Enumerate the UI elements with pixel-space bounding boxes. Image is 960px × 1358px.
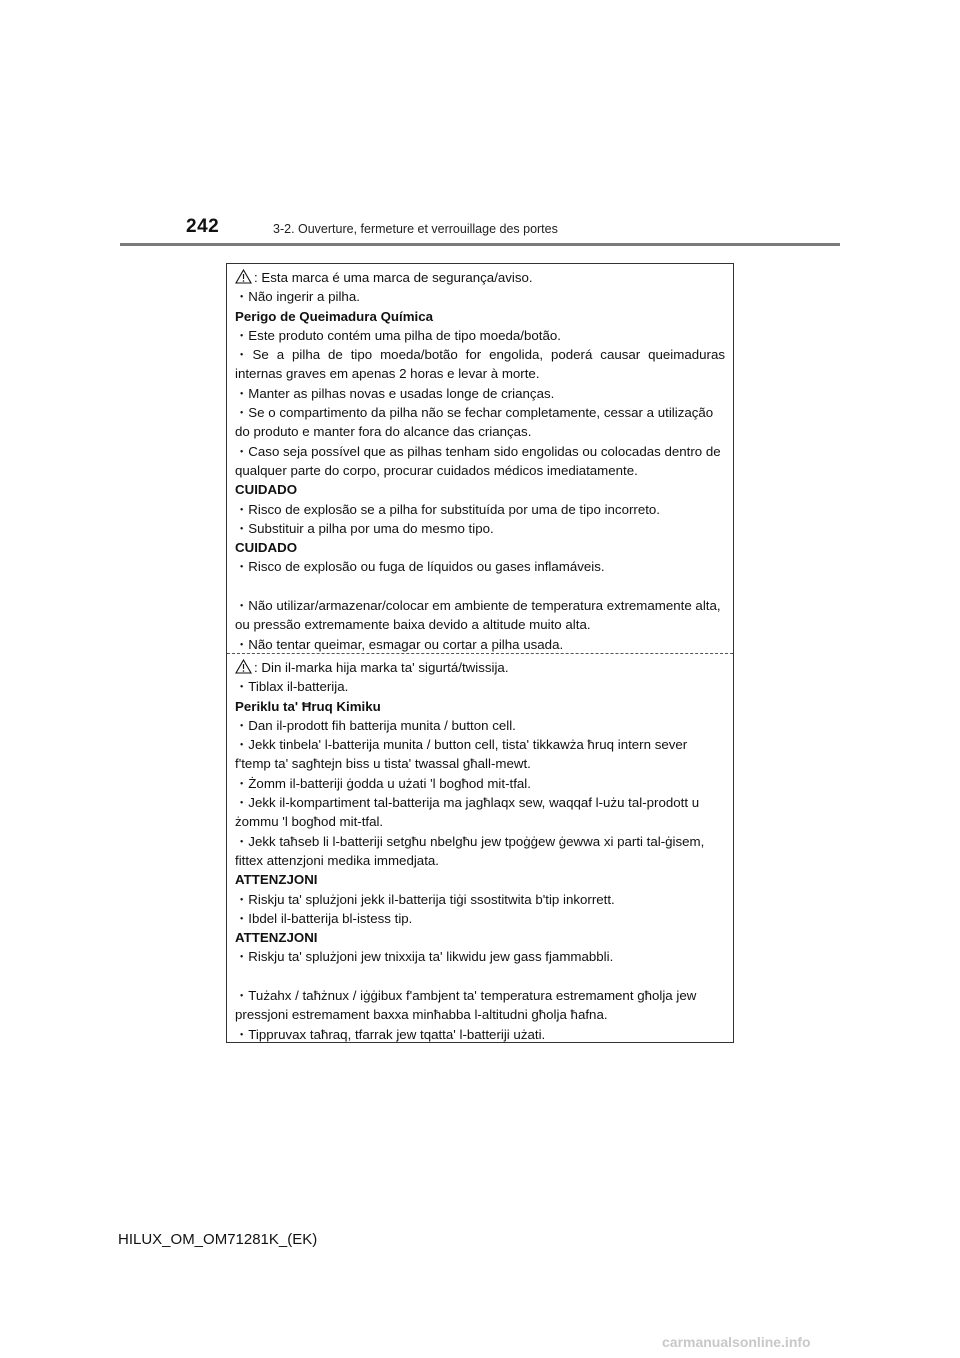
section-title: 3-2. Ouverture, fermeture et verrouillage des portes	[273, 222, 558, 236]
warning-text: : Din il-marka hija marka ta' sigurtá/twissija.	[254, 660, 509, 675]
warning-line	[235, 658, 725, 677]
text-line: ・Żomm il-batteriji ġodda u użati 'l bogħod mit-tfal.	[235, 775, 531, 791]
page-number: 242	[186, 216, 220, 237]
text-line: ・Ibdel il-batterija bl-istess tip.	[235, 910, 413, 926]
section-divider	[227, 653, 733, 654]
blank-line	[235, 577, 725, 596]
text-line: ・Este produto contém uma pilha de tipo moeda/botão.	[235, 327, 561, 343]
text-line: ・Riskju ta' splużjoni jekk il-batterija tiġi ssostitwita b'tip inkorrett.	[235, 891, 615, 907]
text-line: ・Dan il-prodott fih batterija munita / button cell.	[235, 717, 516, 733]
text-line: ou pressão extremamente baixa devido a altitude muito alta.	[235, 617, 591, 633]
text-line: internas graves em apenas 2 horas e levar à morte.	[235, 366, 540, 382]
text-line: ・Não utilizar/armazenar/colocar em ambiente de temperatura extremamente alta,	[235, 598, 721, 614]
text-line: ・Não tentar queimar, esmagar ou cortar a pilha usada.	[235, 636, 564, 652]
maltese-section	[235, 658, 725, 1044]
blank-line	[235, 967, 725, 986]
text-line: żommu 'l bogħod mit-tfal.	[235, 814, 384, 830]
text-line: f'temp ta' sagħtejn biss u tista' twassal għall-mewt.	[235, 756, 531, 772]
heading-line: Perigo de Queimadura Química	[235, 308, 434, 324]
text-line: ・Riskju ta' splużjoni jew tnixxija ta' likwidu jew gass fjammabbli.	[235, 949, 614, 965]
text-line: ・Se o compartimento da pilha não se fechar completamente, cessar a utilização	[235, 405, 714, 421]
header-rule	[120, 243, 840, 246]
text-line: ・Se a pilha de tipo moeda/botão for engolida, poderá causar queimaduras	[235, 347, 725, 363]
text-line: ・Risco de explosão se a pilha for substituída por uma de tipo incorreto.	[235, 501, 660, 517]
portuguese-section	[235, 268, 725, 654]
text-line: ・Manter as pilhas novas e usadas longe de crianças.	[235, 385, 555, 401]
text-line: ・Tiblax il-batterija.	[235, 679, 349, 695]
watermark: carmanualsonline.info	[662, 1334, 811, 1350]
text-line: pressjoni estremament baxxa minħabba l-altitudni għolja ħafna.	[235, 1007, 608, 1023]
model-code-footer: HILUX_OM_OM71281K_(EK)	[118, 1231, 318, 1248]
text-line: qualquer parte do corpo, procurar cuidados médicos imediatamente.	[235, 462, 638, 478]
heading-line: CUIDADO	[235, 540, 298, 556]
text-line: ・Jekk il-kompartiment tal-batterija ma jagħlaqx sew, waqqaf l-użu tal-prodott u	[235, 795, 700, 811]
text-line: ・Substituir a pilha por uma do mesmo tipo.	[235, 520, 494, 536]
heading-line: ATTENZJONI	[235, 872, 318, 888]
text-line: do produto e manter fora do alcance das crianças.	[235, 424, 532, 440]
warning-triangle-icon	[235, 659, 252, 674]
warning-box	[226, 263, 734, 1043]
text-line: fittex attenzjoni medika immedjata.	[235, 852, 439, 868]
heading-line: ATTENZJONI	[235, 930, 318, 946]
warning-line	[235, 268, 725, 287]
heading-line: Periklu ta' Ħruq Kimiku	[235, 698, 381, 714]
text-line: ・Tippruvax taħraq, tfarrak jew tqatta' l-batteriji użati.	[235, 1026, 546, 1042]
text-line: ・Não ingerir a pilha.	[235, 289, 360, 305]
text-line: ・Tużahx / taħżnux / iġġibux f'ambjent ta' temperatura estremament għolja jew	[235, 988, 697, 1004]
text-line: ・Jekk tinbela' l-batterija munita / button cell, tista' tikkawża ħruq intern sever	[235, 737, 688, 753]
text-line: ・Risco de explosão ou fuga de líquidos ou gases inflamáveis.	[235, 559, 605, 575]
warning-text: : Esta marca é uma marca de segurança/aviso.	[254, 270, 533, 285]
text-line: ・Caso seja possível que as pilhas tenham sido engolidas ou colocadas dentro de	[235, 443, 721, 459]
warning-triangle-icon	[235, 269, 252, 284]
text-line: ・Jekk taħseb li l-batteriji setgħu nbelgħu jew tpoġġew ġewwa xi parti tal-ġisem,	[235, 833, 705, 849]
heading-line: CUIDADO	[235, 482, 298, 498]
